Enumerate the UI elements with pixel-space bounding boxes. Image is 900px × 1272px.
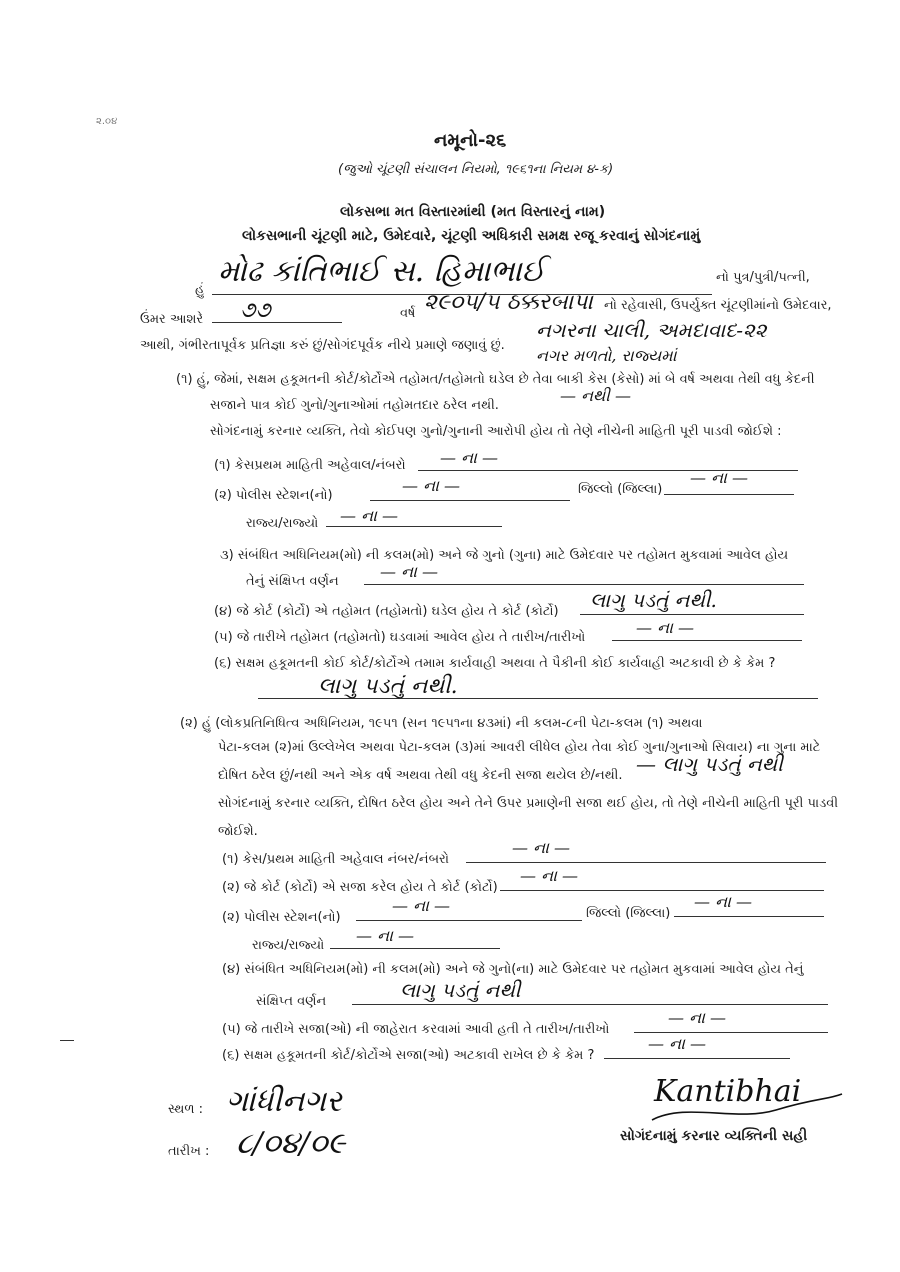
place-label: સ્થળ : (168, 1102, 204, 1117)
signature: Kantibhai (654, 1074, 802, 1109)
s2-item-3-district-label: જિલ્લો (જિલ્લા) (586, 906, 671, 921)
s1-line-2-answer: — નથી — (560, 386, 631, 405)
s2-item-3: (૨) પોલીસ સ્ટેશન(નો) (222, 910, 341, 925)
heading-line-2: લોકસભાની ચૂંટણી માટે, ઉમેદવારે, ચૂંટણી અધિકારી સમક્ષ રજૂ કરવાનું સોગંદનામું (242, 228, 701, 244)
s2-item-3-answer: — ના — (392, 896, 451, 915)
form-title: નમૂનો-૨૬ (434, 130, 507, 151)
heading-line-1: લોકસભા મત વિસ્તારમાંથી (મત વિસ્તારનું નામ) (340, 204, 606, 220)
candidate-name: મોઢ કાંતિભાઈ સ. હિમાભાઈ (218, 254, 545, 289)
s1-item-4: (૪) જે કોર્ટ (કોર્ટો) એ તહોમત (તહોમતો) ઘડેલ હોય તે કોર્ટ (કોર્ટો) (214, 604, 559, 619)
s1-item-5-answer: — ના — (636, 618, 695, 637)
address-value: ૨૯૦૫/૫ ઠક્કરબાપા (424, 290, 593, 315)
signature-flourish (646, 1082, 846, 1128)
s1-item-1: (૧) કેસપ્રથમ માહિતી અહેવાલ/નંબરો (214, 458, 406, 473)
s1-line-3: સોગંદનામું કરનાર વ્યક્તિ, તેવો કોઈપણ ગુનો/ગુનાની આરોપી હોય તો તેણે નીચેની માહિતી પૂરી પાડવી જોઈશે : (210, 424, 782, 439)
s2-item-3-state-label: રાજ્ય/રાજ્યો (252, 938, 325, 953)
intro-hu: હું (195, 282, 205, 297)
s1-item-5: (૫) જે તારીખે તહોમત (તહોમતો) ઘડવામાં આવેલ હોય તે તારીખ/તારીખો (214, 630, 586, 645)
s2-item-4-answer: લાગુ પડતું નથી (400, 978, 521, 1002)
s1-item-3: ૩) સંબંધિત અધિનિયમ(મો) ની કલમ(મો) અને જે ગુનો (ગુના) માટે ઉમેદવાર પર તહોમત મુકવામાં આવેલ હોય (220, 548, 789, 563)
s2-line-2: પેટા-કલમ (૨)માં ઉલ્લેખેલ અથવા પેટા-કલમ (૩)માં આવરી લીધેલ હોય તેવા કોઈ ગુના/ગુનાઓ સિવાય) ના ગુના માટે (218, 740, 821, 755)
pledge-text: આથી, ગંભીરતાપૂર્વક પ્રતિજ્ઞા કરું છું/સોગંદપૂર્વક નીચે પ્રમાણે જણાવું છું. (140, 338, 505, 353)
s2-item-3-line (356, 920, 582, 921)
s2-item-6-answer: — ના — (648, 1034, 707, 1053)
margin-mark: ૨.૦૪ (96, 116, 118, 127)
s1-item-3-line (364, 584, 804, 585)
s2-item-6: (૬) સક્ષમ હકૂમતની કોર્ટ/કોર્ટોએ સજા(ઓ) અટકાવી રાખેલ છે કે કેમ ? (222, 1048, 595, 1063)
s1-item-2-state-label: રાજ્ય/રાજ્યો (246, 516, 319, 531)
s2-line-3-answer: — લાગુ પડતું નથી (636, 752, 783, 776)
s1-item-2-state-line (326, 526, 502, 527)
s2-item-3-state-answer: — ના — (356, 926, 415, 945)
s2-item-4-line (352, 1004, 828, 1005)
s1-item-3-desc-label: તેનું સંક્ષિપ્ત વર્ણન (246, 574, 339, 589)
s1-item-4-line (580, 614, 804, 615)
s2-item-2-line (500, 890, 824, 891)
s1-item-2-district-answer: — ના — (690, 468, 749, 487)
form-subtitle: (જુઓ ચૂંટણી સંચાલન નિયમો, ૧૯૬૧ના નિયમ ૪-ક) (338, 162, 614, 177)
son-of-label: નો પુત્ર/પુત્રી/પત્ની, (716, 270, 810, 285)
year-label: વર્ષ (400, 306, 416, 321)
signature-label: સોગંદનામું કરનાર વ્યક્તિની સહી (620, 1128, 808, 1144)
s2-item-4-desc-label: સંક્ષિપ્ત વર્ણન (256, 994, 327, 1009)
s2-item-1-line (466, 862, 826, 863)
address-line-3: નગર મળતો, રાજ્યમાં (536, 346, 677, 365)
s1-item-1-answer: — ના — (440, 448, 499, 467)
s2-item-5-line (634, 1032, 828, 1033)
age-value: ૭૭ (240, 298, 271, 323)
address-line-2: નગરના ચાલી, અમદાવાદ-૨૨ (536, 318, 767, 342)
s2-item-2: (૨) જે કોર્ટ (કોર્ટો) એ સજા કરેલ હોય તે કોર્ટ (કોર્ટો) (222, 880, 498, 895)
s2-item-6-line (604, 1058, 790, 1059)
s2-item-3-district-line (674, 916, 824, 917)
s1-item-5-line (612, 640, 802, 641)
s2-item-1-answer: — ના — (512, 838, 571, 857)
s1-item-2: (૨) પોલીસ સ્ટેશન(નો) (214, 488, 333, 503)
s1-line-1: (૧) હું, જેમાં, સક્ષમ હકૂમતની કોર્ટ/કોર્ટોએ તહોમત/તહોમતો ઘડેલ છે તેવા બાકી કેસ (કેસો) માં બે વર્ષ અથવા તેથી વધુ કેદની (176, 372, 815, 387)
place-value: ગાંધીનગર (226, 1084, 342, 1119)
s1-item-2-district-label: જિલ્લો (જિલ્લા) (578, 482, 663, 497)
s1-item-2-line (370, 500, 570, 501)
s2-line-4: સોગંદનામું કરનાર વ્યક્તિ, દોષિત ઠરેલ હોય અને તેને ઉપર પ્રમાણેની સજા થઈ હોય, તો તેણે નીચેની માહિતી પૂરી પાડવી (218, 796, 839, 811)
s2-line-5: જોઈશે. (218, 824, 258, 839)
s2-item-5-answer: — ના — (668, 1008, 727, 1027)
date-label: તારીખ : (168, 1144, 210, 1159)
s2-item-1: (૧) કેસ/પ્રથમ માહિતી અહેવાલ નંબર/નંબરો (222, 852, 449, 867)
s1-item-6: (૬) સક્ષમ હકૂમતની કોઈ કોર્ટ/કોર્ટોએ તમામ કાર્યવાહી અથવા તે પૈકીની કોઈ કાર્યવાહી અટકાવી છે કે કેમ ? (214, 656, 776, 671)
age-underline (212, 322, 342, 323)
s1-item-2-answer: — ના — (402, 476, 461, 495)
s2-item-2-answer: — ના — (520, 866, 579, 885)
s1-item-2-district-line (664, 494, 794, 495)
s1-item-3-answer: — ના — (380, 562, 439, 581)
s1-item-4-answer: લાગુ પડતું નથી. (590, 588, 717, 612)
date-value: ૮/૦૪/૦૯ (236, 1126, 346, 1161)
s2-item-5: (૫) જે તારીખે સજા(ઓ) ની જાહેરાત કરવામાં આવી હતી તે તારીખ/તારીખો (222, 1022, 610, 1037)
resident-label: નો રહેવાસી, ઉપર્યુક્ત ચૂંટણીમાંનો ઉમેદવાર, (604, 298, 832, 313)
margin-tick (60, 1040, 74, 1041)
s1-line-2: સજાને પાત્ર કોઈ ગુનો/ગુનાઓમાં તહોમતદાર ઠરેલ નથી. (210, 398, 499, 413)
s2-item-4: (૪) સંબંધિત અધિનિયમ(મો) ની કલમ(મો) અને જે ગુનો(ના) માટે ઉમેદવાર પર તહોમત મુકવામાં આવેલ હોય તેનું (222, 962, 804, 977)
s2-item-3-state-line (330, 948, 500, 949)
s2-line-3: દોષિત ઠરેલ છું/નથી અને એક વર્ષ અથવા તેથી વધુ કેદની સજા થયેલ છે/નથી. (218, 768, 623, 783)
age-label: ઉંમર આશરે (140, 312, 204, 327)
s2-item-3-district-answer: — ના — (694, 892, 753, 911)
s2-line-1: (૨) હું (લોકપ્રતિનિધિત્વ અધિનિયમ, ૧૯૫૧ (સન ૧૯૫૧ના ૪૩માં) ની કલમ-૮ની પેટા-કલમ (૧) અથવા (180, 716, 703, 731)
s1-item-6-answer: લાગુ પડતું નથી. (318, 674, 458, 699)
s1-item-2-state-answer: — ના — (340, 506, 399, 525)
